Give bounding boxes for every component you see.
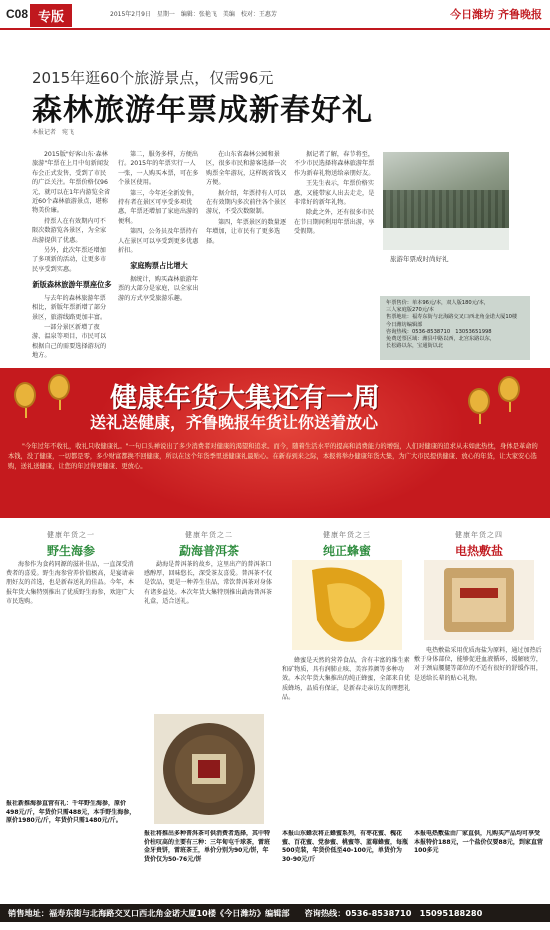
- product-name: 勐海普洱茶: [178, 544, 239, 558]
- paragraph: 据统计，购买森林旅游年票的大部分是家庭，以全家出游的方式享受旅游乐趣。: [118, 275, 199, 302]
- paragraph: 据记者了解，春节将至，不少市民选择将森林旅游年票作为新春礼物送给亲朋好友。: [294, 151, 375, 177]
- forest-photo: [383, 152, 509, 250]
- product-number: 健康年货之三: [323, 531, 371, 539]
- product-sea-cucumber: [6, 530, 136, 825]
- product-name: 电热敷盐: [454, 544, 503, 558]
- product-order: 本报山东蜂农将正蜂蜜系列，有枣花蜜、槐花蜜、百花蜜、党参蜜、桃蜜等、蓝莓蜂蜜，每瓶500克装，年货价低至40-100元，单货价为30-90元/斤: [282, 830, 409, 863]
- product-order: 本报电热敷盐由厂家直供，凡购买产品均可享受本报特价188元，一个盐价仅要88元，到家直营100多元: [414, 830, 543, 855]
- paragraph: 第四，公务员及年票持有人在景区可以享受到更多优惠折扣。: [118, 228, 199, 255]
- product-order: 报社新推海参直营有礼：千年野生海参，原价498元/斤，年货价只需488元，本手野生海参，原价1980元/斤，年货价只需1480元/斤。: [6, 800, 136, 825]
- honey-image: [292, 560, 402, 650]
- article-column-2: [118, 150, 200, 360]
- article-column-3: [206, 150, 288, 360]
- page-number: C08: [6, 7, 29, 21]
- product-puer-tea: [144, 530, 274, 863]
- product-number: 健康年货之一: [47, 531, 95, 539]
- footer-address: 销售地址：福寿东街与北海路交叉口西北角金诺大厦10楼《今日潍坊》编辑部: [8, 908, 290, 918]
- lantern-icon: [14, 382, 36, 408]
- paragraph: 据介绍，年票持有人可以在有效期内多次前往各个景区游玩，不受次数限制。: [206, 189, 287, 216]
- product-body: 勐海是普洱茶的故乡，这里出产的普洱茶口感醇厚，回味悠长，深受茶友喜爱。普洱茶不仅是饮品，更是一种养生佳品，常饮普洱茶对身体有诸多益处。本次年货大集特别推出勐海普洱茶礼盒，适合送礼。: [144, 561, 272, 605]
- subheading: 新版森林旅游年票座位多: [32, 280, 112, 290]
- lantern-icon: [48, 374, 70, 400]
- info-row: 年票售价：单本96元/本，双人版180元/本，: [386, 300, 489, 306]
- paragraph: 第二，服务多样，方便出行。2015年的年票实行一人一张，一人购买本票，可在多个景区使用。: [118, 151, 199, 187]
- paragraph: 另外，此次年票还增加了多项新的活动，让更多市民享受到实惠。: [32, 247, 107, 273]
- product-body: 电热敷盐采用优质海盐为原料，通过加热后敷于身体部位，能够促进血液循环，缓解疲劳，对于颈肩腰腿等部位的不适有很好的舒缓作用，是送给长辈的贴心礼物。: [414, 647, 542, 682]
- new-year-banner: [0, 368, 550, 518]
- lantern-icon: [498, 376, 520, 402]
- paragraph: 2015版"好客山东·森林旅游"年票在上月中旬新闻发布会正式发售，受到了市民的广泛关注。年票价格仅96元，就可以在1年内游览全省近60个森林旅游景点，堪称物美价廉。: [32, 151, 111, 215]
- snow-ground: [383, 228, 509, 250]
- product-name: 野生海参: [46, 544, 95, 558]
- brand-logo: 今日潍坊 齐鲁晚报: [450, 8, 542, 21]
- product-body: 蜂蜜是天然的营养食品，含有丰富的维生素和矿物质，具有润肺止咳、美容养颜等多种功效。本次年货大集推出的纯正蜂蜜，全部来自优质蜂场，品质有保证，是新春走亲访友的理想礼品。: [282, 657, 410, 701]
- page-header: [0, 0, 550, 30]
- photo-caption: 旅游年票成时尚好礼: [390, 255, 449, 263]
- section-tag: 专版: [30, 4, 72, 27]
- paragraph: 第四，年票景区的数量逐年增加，让市民有了更多选择。: [206, 218, 287, 245]
- paragraph: 在山东省森林公园和景区，很多市民和游客选择一次购票全年游玩，这样既省钱又方便。: [206, 151, 287, 187]
- info-row: 今日潍坊编辑部: [386, 321, 423, 328]
- article-kicker: 2015年逛60个旅游景点，仅需96元: [32, 69, 274, 87]
- product-number: 健康年货之四: [455, 531, 503, 539]
- product-name: 纯正蜂蜜: [322, 544, 371, 558]
- product-honey: [282, 530, 412, 863]
- info-row: 咨询热线：0536-8538710 13053651998: [386, 328, 492, 335]
- product-body: 海参作为食药同源的滋补佳品，一直深受消费者的喜爱。野生海参营养价值极高，是宴请亲朋好友的首选，也是新春送礼的佳品。今年，本报年货大集特别推出了优质野生海参，欢迎广大市民选购。: [6, 561, 134, 605]
- info-row: 长松路以东，宝通街以北: [386, 343, 444, 350]
- banner-subtitle: 送礼送健康，齐鲁晚报年货让你送着放心: [90, 413, 379, 432]
- paragraph: 除此之外，还有很多市民在节日期间利用年票出游，享受假期。: [294, 209, 375, 236]
- paragraph: 一部分景区新增了夜游、温泉等项目，市民可以根据自己的需要选择游玩的地方。: [32, 323, 107, 360]
- salt-pack-image: [424, 560, 534, 640]
- paragraph: 第三，今年还全新发售，持有者在景区可享受多项优惠，年票还增加了家庭出游的便利。: [118, 189, 199, 225]
- product-number: 健康年货之二: [185, 531, 233, 539]
- article-byline: 本报记者 宛飞: [32, 129, 75, 136]
- article-column-4: [294, 150, 376, 360]
- info-row: 售票地址：福寿东街与北海路交叉口西北角金诺大厦10楼: [386, 314, 518, 321]
- paragraph: 与去年的森林旅游年票相比，新版年票新增了部分景区，旅游线路更加丰富。: [32, 294, 107, 321]
- product-heated-salt: [414, 530, 544, 855]
- banner-title: 健康年货大集还有一周: [110, 383, 380, 414]
- paragraph: 王先生表示，年票价格实惠，又能带家人出去走走，是非常好的新年礼物。: [294, 180, 375, 207]
- page-meta: 2015年2月9日 星期一 编辑：张艳飞 美编 校对：王惠芳: [110, 11, 277, 18]
- article-headline: 森林旅游年票成新春好礼: [32, 93, 373, 128]
- product-order: 报社将推出多种普洱茶可供消费者选择，其中特价柱叹高的主要有三种：三年甸屯千球茶，雷班金牙贵饼，雷班茶王，单价分别为90元/饼，年货价仅为50-76元/饼: [144, 830, 271, 863]
- ticket-info-box: [380, 296, 530, 360]
- footer-phone: 咨询热线：0536-8538710 15095188280: [304, 908, 483, 918]
- tea-cake-image: [154, 714, 264, 824]
- article-column-1: [32, 150, 112, 360]
- info-row: 三人家庭版270元/本: [386, 307, 434, 314]
- subheading: 家庭购票占比增大: [130, 261, 188, 271]
- info-row: 免费送票区域：潍县中路以西，北宫东路以东，: [386, 336, 495, 343]
- lantern-icon: [468, 388, 490, 414]
- banner-intro: "今年过年不收礼，收礼只收健康礼。"一句口头禅说出了多少消费者对健康的渴望和追求。而今，随着生活水平的提高和消费能力的增强，人们对健康的追求从未如此热忱，身体是革命的本钱，没了健康，一切都是零，多少财富都换不回健康，所以在这个年货季里送健康礼最贴心。在新春到来之际，本报将举办健康年货大集，为广大市民提供健康、放心的年货，让大家安心选购，送礼送健康，让您的年过得更健康、更放心。: [8, 443, 538, 470]
- paragraph: 持票人在有效期内可不限次数游览各景区，为全家出游提供了优惠。: [32, 217, 107, 244]
- page-footer: [0, 904, 550, 922]
